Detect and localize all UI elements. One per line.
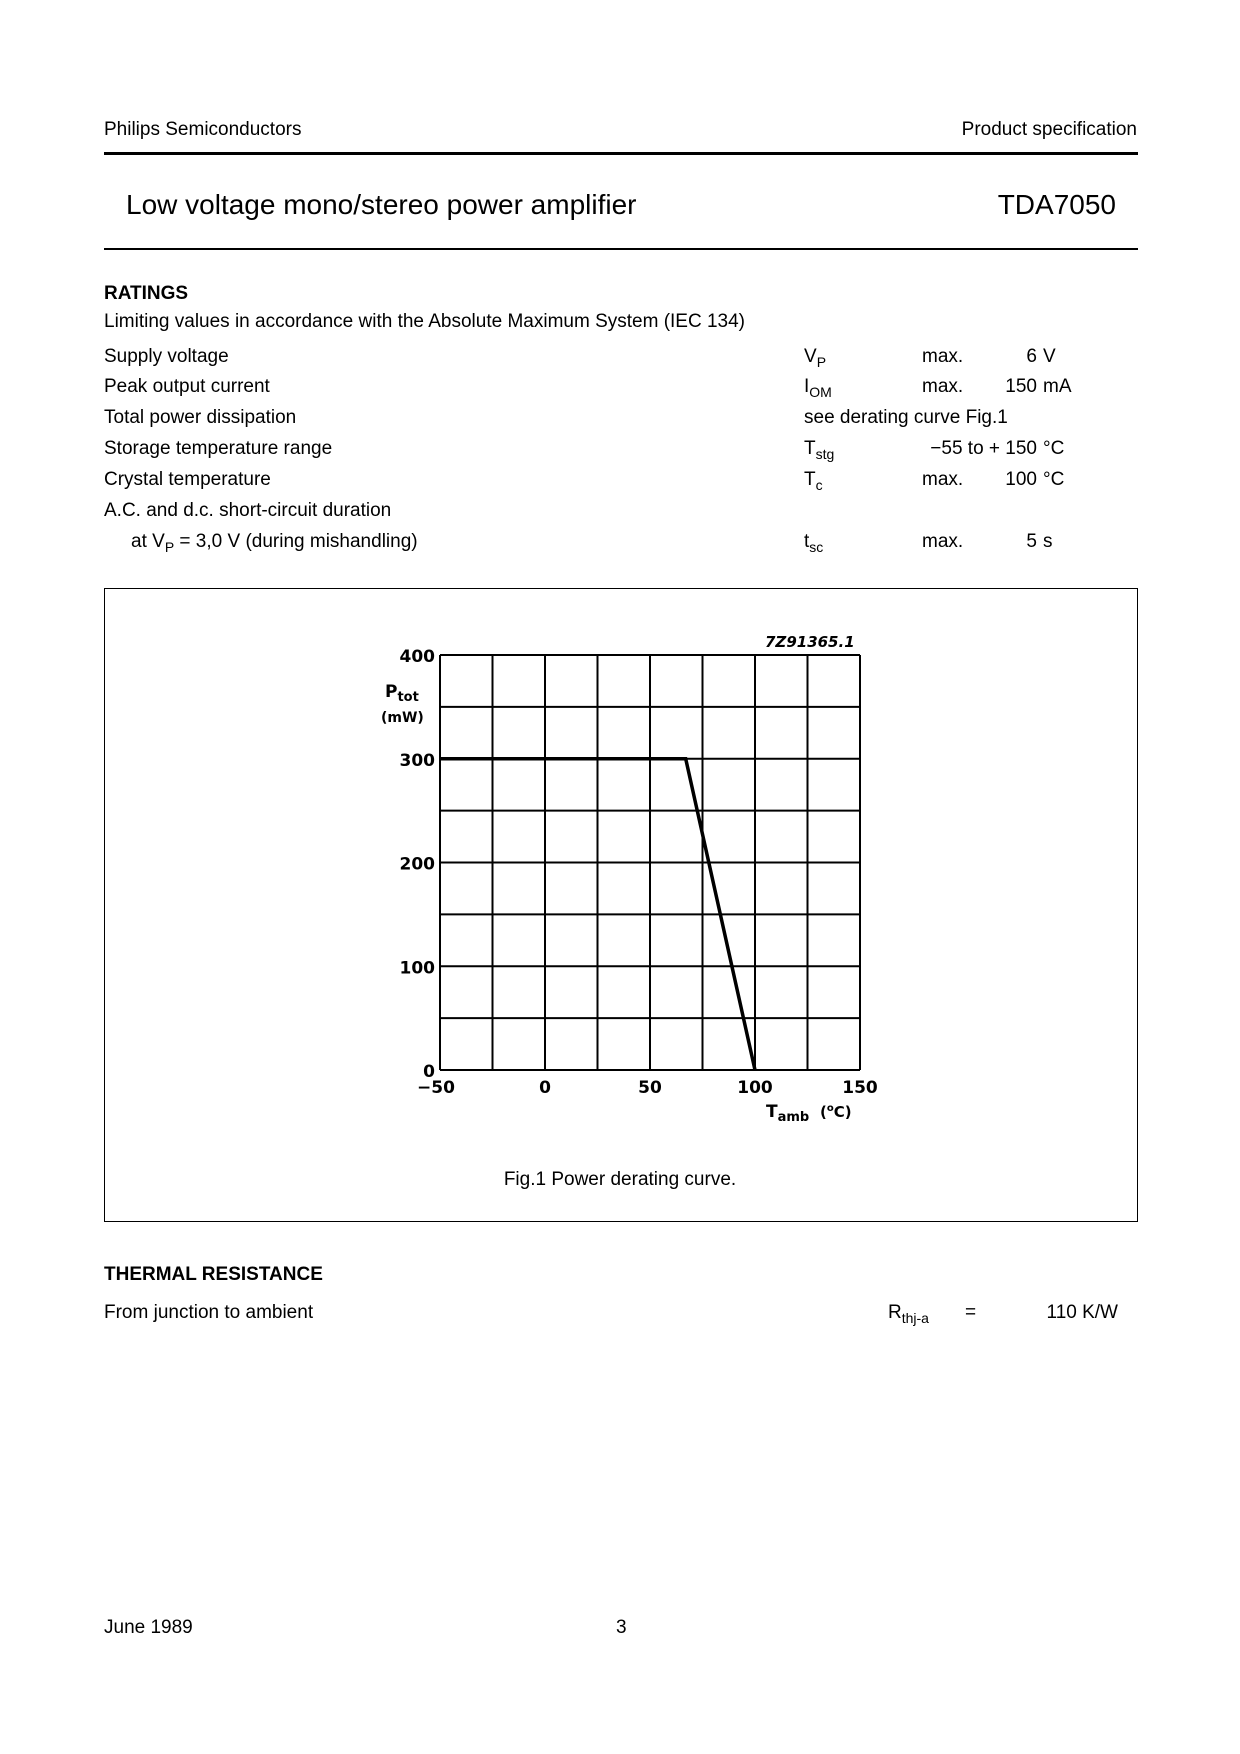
rating-symbol: $T_c$ [804, 469, 823, 493]
footer-date: June 1989 [104, 1617, 193, 1638]
rating-qualifier: max. [922, 531, 964, 552]
rating-value: 6 [1026, 346, 1037, 367]
title-rule [104, 248, 1138, 250]
x-tick-label: 100 [737, 1078, 773, 1098]
rating-param: Supply voltage [104, 346, 229, 367]
rating-value: 150 [1005, 376, 1037, 397]
rating-param: Crystal temperature [104, 469, 271, 490]
rating-unit: mA [1043, 376, 1072, 397]
figure-caption: Fig.1 Power derating curve. [503, 1169, 737, 1190]
part-number: TDA7050 [997, 189, 1116, 220]
thermal-value: 110 K/W [1046, 1302, 1118, 1323]
chart-grid [440, 655, 860, 1070]
rating-unit: V [1043, 346, 1056, 367]
y-tick-label: 200 [399, 854, 435, 875]
thermal-heading: THERMAL RESISTANCE [104, 1264, 323, 1285]
x-tick-label: −50 [417, 1078, 455, 1098]
rating-symbol: $I_{OM}$ [804, 376, 832, 400]
company-name: Philips Semiconductors [104, 119, 302, 140]
rating-note: see derating curve Fig.1 [804, 407, 1008, 428]
product-title: Low voltage mono/stereo power amplifier [126, 189, 637, 220]
document-type: Product specification [961, 119, 1137, 140]
x-tick-label: 50 [638, 1078, 662, 1098]
rating-symbol: $V_P$ [804, 346, 827, 370]
rating-range: −55 to + 150 [930, 438, 1037, 459]
derating-chart [360, 630, 900, 1140]
rating-symbol: $T_{stg}$ [804, 438, 835, 462]
figure-code: 7Z91365.1 [765, 633, 855, 651]
thermal-equals: = [965, 1302, 977, 1323]
y-axis-unit: (mW) [381, 710, 424, 726]
page-number: 3 [616, 1617, 627, 1638]
y-tick-label: 400 [399, 647, 435, 667]
thermal-label: From junction to ambient [104, 1302, 314, 1323]
rating-symbol: $t_{sc}$ [804, 531, 824, 555]
rating-param: A.C. and d.c. short-circuit duration [104, 500, 392, 521]
ratings-intro: Limiting values in accordance with the Absolute Maximum System (IEC 134) [104, 311, 745, 332]
x-tick-label: 0 [539, 1078, 551, 1098]
rating-qualifier: max. [922, 346, 964, 367]
rating-param: Storage temperature range [104, 438, 333, 459]
rating-unit: °C [1043, 469, 1065, 490]
y-tick-label: 100 [399, 958, 435, 979]
rating-value: 100 [1005, 469, 1037, 490]
rating-unit: s [1043, 531, 1053, 552]
rating-param: at $V_P = 3,0$ V (during mishandling) [131, 531, 418, 555]
rating-qualifier: max. [922, 469, 964, 490]
rating-param: Peak output current [104, 376, 270, 397]
rating-param: Total power dissipation [104, 407, 297, 428]
x-axis-label: $T_{amb}$ [766, 1102, 810, 1125]
rating-qualifier: max. [922, 376, 964, 397]
rating-unit: °C [1043, 438, 1065, 459]
y-tick-label: 300 [399, 750, 435, 771]
x-axis-unit: ($^o$C) [820, 1103, 852, 1121]
y-axis-label: $P_{tot}$ [385, 682, 419, 705]
header-rule [104, 152, 1138, 155]
thermal-symbol: $R_{thj-a}$ [888, 1302, 929, 1326]
rating-value: 5 [1026, 531, 1037, 552]
y-tick-label: 0 [423, 1062, 435, 1082]
ratings-heading: RATINGS [104, 283, 189, 304]
x-tick-label: 150 [842, 1078, 878, 1098]
